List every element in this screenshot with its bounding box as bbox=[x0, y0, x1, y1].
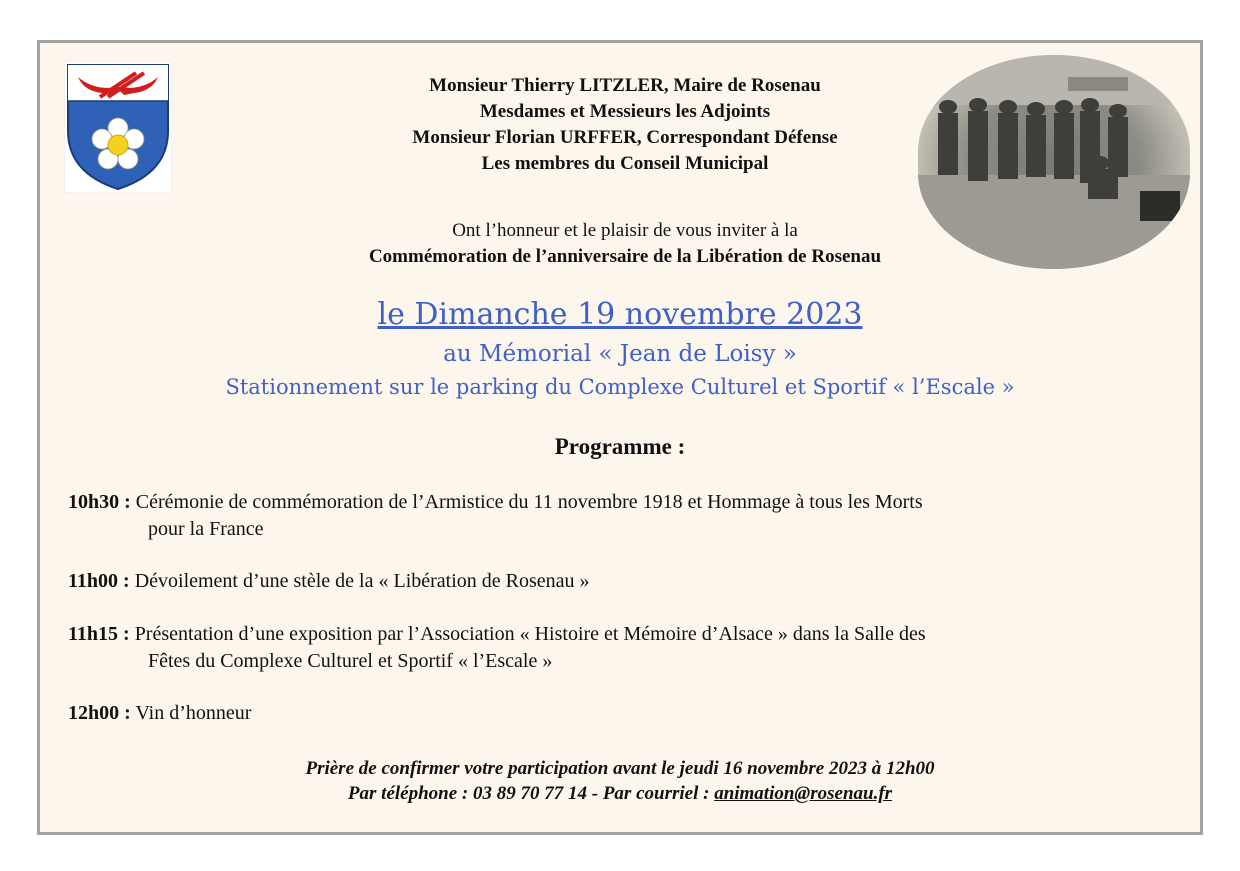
programme-text: Cérémonie de commémoration de l’Armistice du 11 novembre 1918 et Hommage à tous les Morts bbox=[135, 491, 923, 513]
event-title: Commémoration de l’anniversaire de la Libération de Rosenau bbox=[368, 246, 882, 267]
programme-item bbox=[68, 568, 1168, 595]
programme-time: 12h00 : bbox=[68, 702, 131, 724]
parking-info: Stationnement sur le parking du Complexe Culturel et Sportif « l’Escale » bbox=[225, 375, 1015, 399]
invite-line: Ont l’honneur et le plaisir de vous inviter à la bbox=[452, 220, 798, 241]
programme-text: Dévoilement d’une stèle de la « Libération de Rosenau » bbox=[134, 570, 590, 592]
contact-phone: Par téléphone : 03 89 70 77 14 - Par courriel : bbox=[347, 783, 715, 804]
programme-item bbox=[68, 700, 1168, 727]
invitation-card bbox=[37, 40, 1203, 835]
programme-text-continued: Fêtes du Complexe Culturel et Sportif « l’Escale » bbox=[148, 650, 553, 672]
host-deputies: Mesdames et Messieurs les Adjoints bbox=[479, 101, 771, 122]
programme-item bbox=[68, 621, 1168, 675]
programme-time: 10h30 : bbox=[68, 491, 131, 513]
host-mayor: Monsieur Thierry LITZLER, Maire de Rosenau bbox=[429, 75, 821, 96]
email-link[interactable]: animation@rosenau.fr bbox=[714, 783, 893, 804]
programme-text-continued: pour la France bbox=[148, 518, 264, 540]
programme-item bbox=[68, 489, 1168, 543]
programme-text: Vin d’honneur bbox=[135, 702, 252, 724]
programme-time: 11h15 : bbox=[68, 623, 130, 645]
host-defense-correspondent: Monsieur Florian URFFER, Correspondant Défense bbox=[412, 127, 838, 148]
event-venue: au Mémorial « Jean de Loisy » bbox=[443, 341, 797, 367]
programme-time: 11h00 : bbox=[68, 570, 130, 592]
rosenau-coat-of-arms-icon bbox=[64, 61, 172, 193]
programme-title: Programme : bbox=[554, 434, 686, 459]
host-council: Les membres du Conseil Municipal bbox=[481, 153, 769, 174]
rsvp-line: Prière de confirmer votre participation avant le jeudi 16 novembre 2023 à 12h00 bbox=[305, 758, 935, 779]
rsvp-footer bbox=[40, 756, 1200, 806]
programme-text: Présentation d’une exposition par l’Association « Histoire et Mémoire d’Alsace » dans la Salle des bbox=[134, 623, 926, 645]
hosts-block bbox=[290, 73, 960, 177]
invitation-text bbox=[240, 218, 1010, 270]
event-date: le Dimanche 19 novembre 2023 bbox=[377, 297, 863, 332]
contact-line bbox=[40, 781, 1200, 806]
